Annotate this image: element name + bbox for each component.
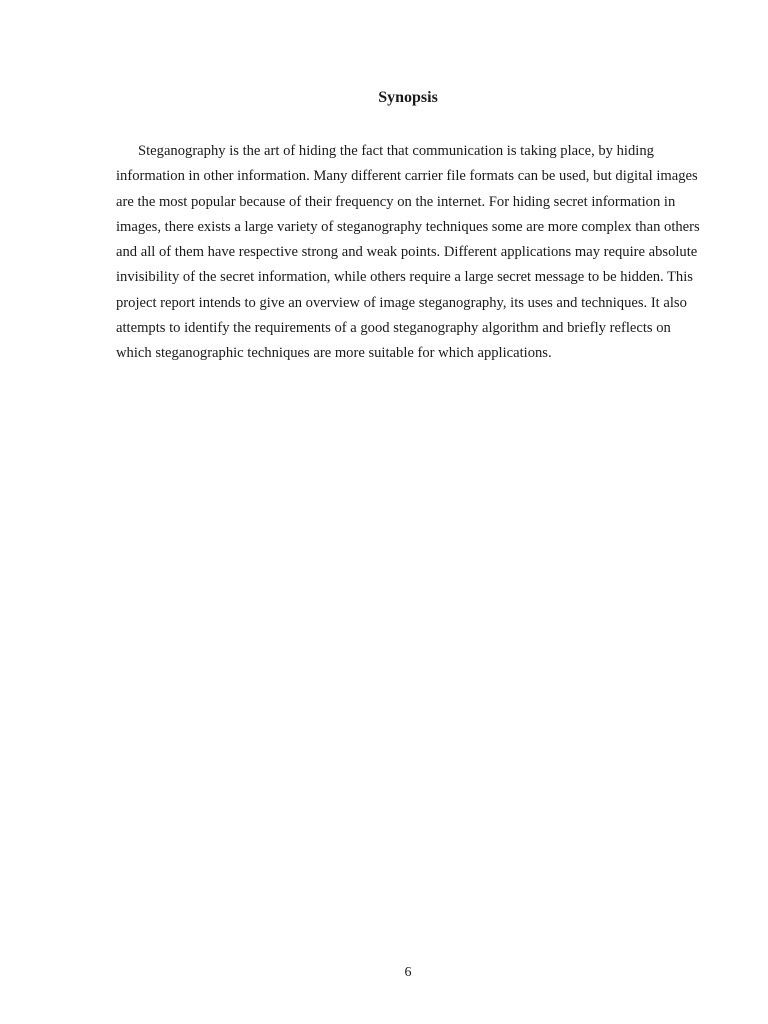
page-title: Synopsis <box>378 89 438 106</box>
page-number: 6 <box>404 965 412 980</box>
synopsis-paragraph: Steganography is the art of hiding the fact that communication is taking place, by hiding information in other information. Many different carrier file formats can be used, but digital images are the most popular because of their frequency on the internet. For hiding secret information in images, there exists a large variety of steganography techniques some are more complex than others and all of them have respective strong and weak points. Different applications may require absolute invisibility of the secret information, while others require a large secret message to be hidden. This project report intends to give an overview of image steganography, its uses and techniques. It also attempts to identify the requirements of a good steganography algorithm and briefly reflects on which steganographic techniques are more suitable for which applications. <box>116 143 700 362</box>
